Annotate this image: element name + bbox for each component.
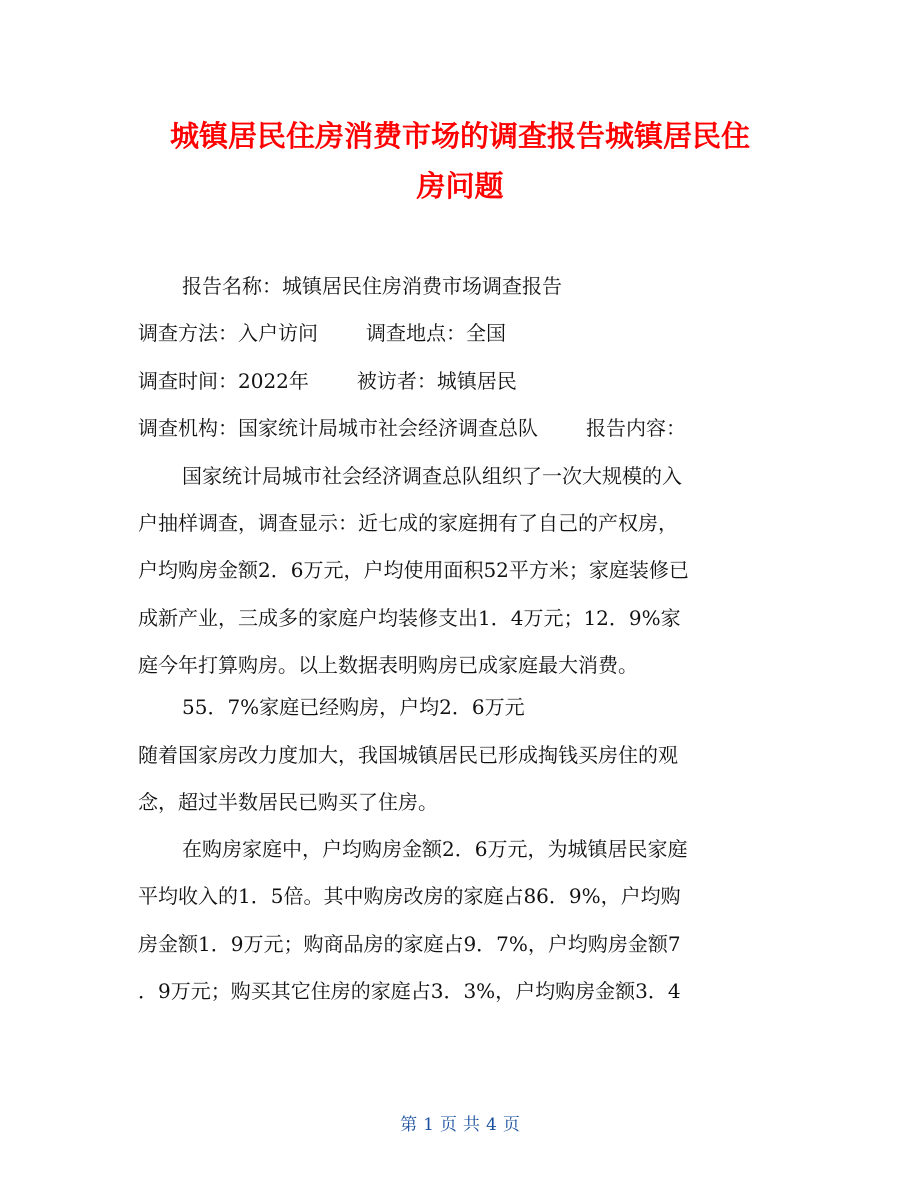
footer-page-prefix: 第: [400, 1115, 418, 1135]
paragraph-line: 平均收入的1．5倍。其中购房改房的家庭占86．9%，户均购: [138, 884, 681, 908]
footer-total-suffix: 页: [502, 1115, 520, 1135]
paragraph-line: 随着国家房改力度加大，我国城镇居民已形成掏钱买房住的观: [138, 743, 678, 767]
survey-location: 调查地点：全国: [366, 321, 506, 345]
paragraph-line: 庭今年打算购房。以上数据表明购房已成家庭最大消费。: [138, 653, 638, 677]
footer-page-current: 1: [423, 1115, 434, 1135]
paragraph-line: 国家统计局城市社会经济调查总队组织了一次大规模的入: [182, 464, 682, 488]
document-title-line-1: 城镇居民住房消费市场的调查报告城镇居民住: [169, 119, 750, 153]
paragraph-line: 户抽样调查，调查显示：近七成的家庭拥有了自己的产权房，: [138, 511, 678, 535]
survey-respondents: 被访者：城镇居民: [356, 369, 517, 393]
paragraph-line: 房金额1．9万元；购商品房的家庭占9．7%，户均购房金额7: [138, 932, 681, 956]
paragraph-line: 念，超过半数居民已购买了住房。: [138, 790, 438, 814]
survey-time: 调查时间：2022年: [138, 369, 309, 393]
survey-method: 调查方法：入户访问: [138, 321, 318, 345]
section-subheading: 55．7%家庭已经购房，户均2．6万元: [182, 695, 525, 719]
paragraph-line: 成新产业，三成多的家庭户均装修支出1．4万元；12．9%家: [138, 606, 681, 630]
footer-page-label: 页: [440, 1115, 457, 1135]
report-name: 报告名称：城镇居民住房消费市场调查报告: [182, 274, 562, 298]
meta-row-time-respondents: [138, 366, 517, 396]
survey-agency: 调查机构：国家统计局城市社会经济调查总队: [138, 416, 538, 440]
footer-total-prefix: 共: [463, 1115, 480, 1135]
paragraph-line: ．9万元；购买其它住房的家庭占3．3%，户均购房金额3．4: [138, 979, 681, 1003]
meta-row-agency: [138, 413, 686, 443]
paragraph-line: 户均购房金额2．6万元，户均使用面积52平方米；家庭装修已: [138, 558, 689, 582]
footer-page-total: 4: [486, 1115, 497, 1135]
page-footer: [0, 1113, 920, 1137]
report-content-label: 报告内容：: [586, 416, 686, 440]
meta-row-method-location: [138, 318, 506, 348]
paragraph-line: 在购房家庭中，户均购房金额2．6万元，为城镇居民家庭: [182, 837, 688, 861]
document-title-line-2: 房问题: [416, 169, 504, 203]
